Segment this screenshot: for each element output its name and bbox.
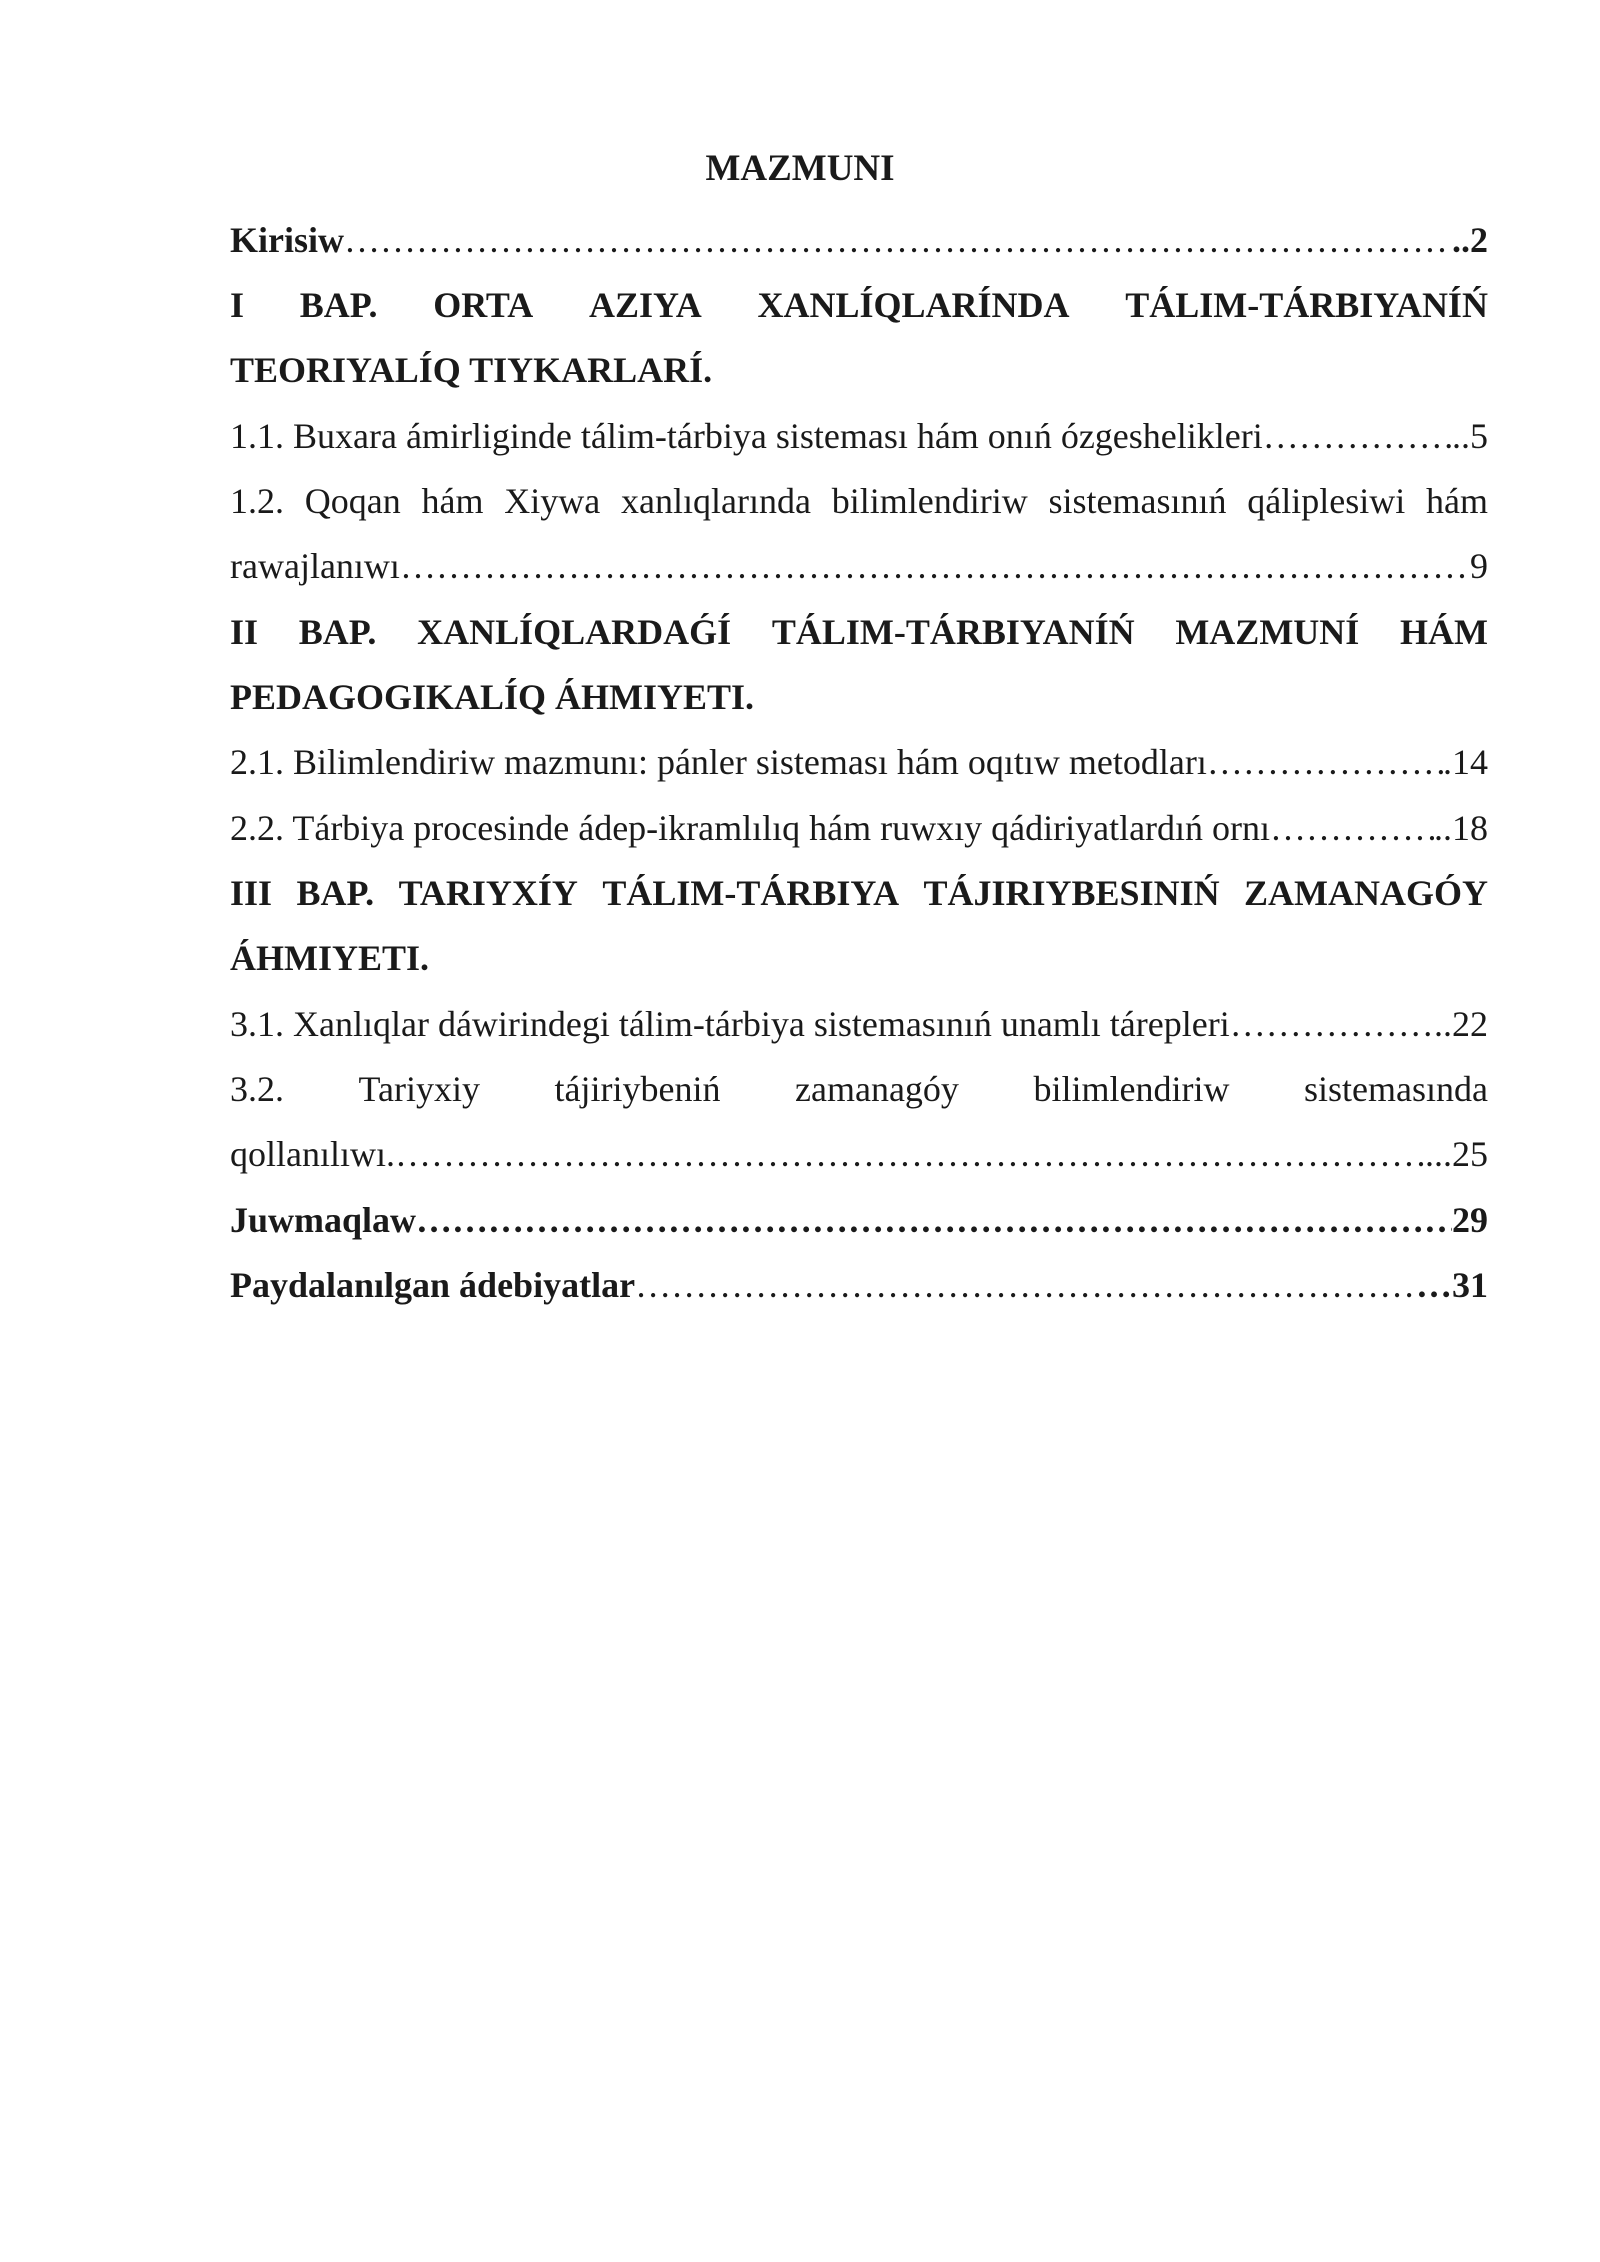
entry-word: qáliplesiwi [1247,481,1406,521]
toc-chapter-1-heading-cont: TEORIYALÍQ TIYKARLARÍ. [230,350,713,390]
toc-page-number: ..18 [1434,808,1488,848]
toc-entry-3-1 [230,1002,1488,1046]
toc-entry-label: rawajlanıwı [230,546,400,586]
entry-word: xanlıqlarında [621,481,811,521]
toc-page-number: ..2 [1452,220,1488,260]
heading-word: TÁLIM-TÁRBIYANÍŃ [771,612,1135,652]
toc-title: MAZMUNI [705,148,895,189]
toc-entry-intro [230,218,1488,262]
heading-word: II [230,612,259,652]
entry-word: tájiriybeniń [554,1069,721,1109]
toc-page-number: 9 [1470,546,1488,586]
heading-word: TARIYXÍY [398,873,578,913]
entry-word: bilimlendiriw [831,481,1028,521]
toc-leader-dots [344,218,1452,262]
entry-word: Tariyxiy [358,1069,480,1109]
toc-entry-conclusion [230,1198,1488,1242]
heading-word: TÁJIRIYBESINIŃ [923,873,1220,913]
toc-entry-3-2 [230,1067,1488,1111]
toc-entry-2-2 [230,806,1488,850]
toc-leader-dots [1263,414,1452,458]
heading-word: ORTA [433,285,534,325]
toc-entry-1-2 [230,479,1488,523]
toc-chapter-3-heading-cont: ÁHMIYETI. [230,938,430,978]
toc-leader-dots [416,1198,1452,1242]
entry-word: bilimlendiriw [1033,1069,1230,1109]
heading-word: BAP. [296,873,375,913]
toc-entry-label: 3.1. Xanlıqlar dáwirindegi tálim-tárbiya sistemasınıń unamlı tárepleri [230,1004,1230,1044]
entry-word: sistemasınıń [1048,481,1227,521]
toc-page-number: .14 [1443,742,1488,782]
toc-entry-label: 2.2. Tárbiya procesinde ádep-ikramlılıq hám ruwxıy qádiriyatlardıń ornı [230,808,1271,848]
toc-chapter-1-heading [230,283,1488,327]
toc-entry-label: 1.1. Buxara ámirliginde tálim-tárbiya sisteması hám onıń ózgeshelikleri [230,416,1263,456]
toc-page-number: ...25 [1425,1134,1488,1174]
entry-word: hám [1425,481,1488,521]
toc-leader-dots [1230,1002,1434,1046]
toc-leader-dots [635,1263,1416,1307]
entry-word: hám [421,481,484,521]
toc-entry-label: Kirisiw [230,220,344,260]
entry-word: sistemasında [1303,1069,1488,1109]
heading-word: MAZMUNÍ [1175,612,1360,652]
toc-chapter-2-heading [230,610,1488,654]
toc-leader-dots [395,1132,1425,1176]
toc-entry-label: Paydalanılgan ádebiyatlar [230,1265,636,1305]
toc-entry-label: Juwmaqlaw [230,1200,417,1240]
toc-leader-dots [400,544,1470,588]
heading-word: ZAMANAGÓY [1244,873,1488,913]
toc-entry-3-2-cont [230,1132,1488,1176]
toc-chapter-2-heading-cont: PEDAGOGIKALÍQ ÁHMIYETI. [230,677,755,717]
heading-word: TÁLIM-TÁRBIYA [602,873,900,913]
toc-entry-2-1 [230,740,1488,784]
toc-entry-references [230,1263,1488,1307]
toc-page-number: ..5 [1452,416,1488,456]
toc-page-number: ..22 [1434,1004,1488,1044]
toc-leader-dots [1207,740,1443,784]
heading-word: III [230,873,273,913]
entry-word: 3.2. [230,1069,284,1109]
toc-page-number: …31 [1416,1265,1488,1305]
toc-entry-1-2-cont [230,544,1488,588]
heading-word: AZIYA [589,285,702,325]
entry-word: 1.2. [230,481,284,521]
heading-word: HÁM [1400,612,1488,652]
toc-leader-dots [1270,806,1434,850]
toc-entry-1-1 [230,414,1488,458]
entry-word: zamanagóy [795,1069,959,1109]
heading-word: XANLÍQLARÍNDA [757,285,1070,325]
heading-word: XANLÍQLARDAǴÍ [417,612,732,652]
toc-entry-label: 2.1. Bilimlendiriw mazmunı: pánler sisteması hám oqıtıw metodları [230,742,1207,782]
toc-chapter-3-heading [230,871,1488,915]
heading-word: I [230,285,245,325]
heading-word: TÁLIM-TÁRBIYANÍŃ [1125,285,1488,325]
toc-page-number: 29 [1452,1200,1488,1240]
entry-word: Qoqan [304,481,401,521]
heading-word: BAP. [299,285,378,325]
heading-word: BAP. [298,612,377,652]
entry-word: Xiywa [504,481,601,521]
toc-entry-label: qollanılıwı. [230,1134,395,1174]
